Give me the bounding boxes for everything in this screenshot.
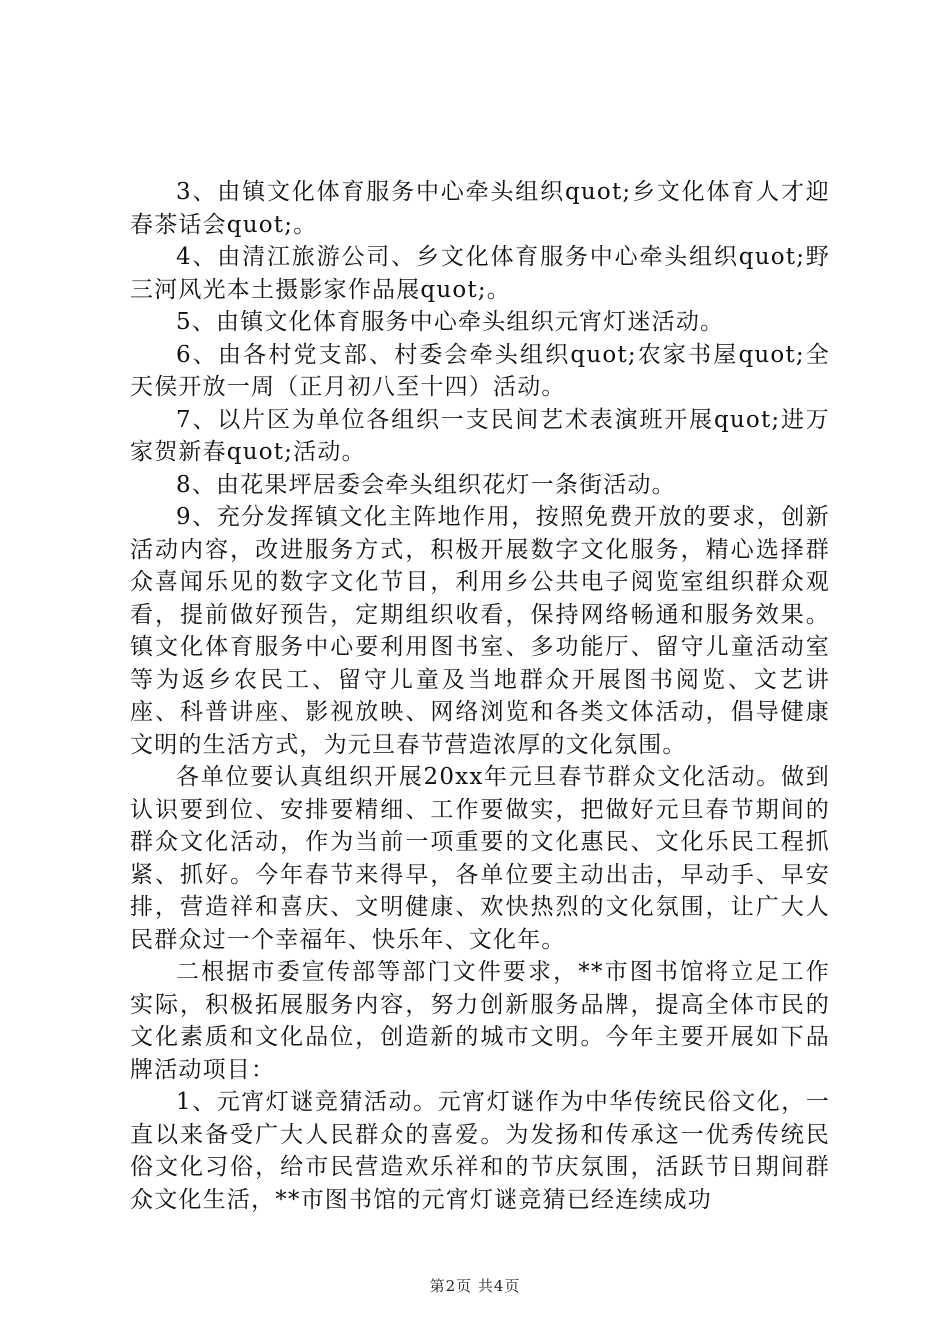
paragraph-item-6: 6、由各村党支部、村委会牵头组织quot;农家书屋quot;全天侯开放一周（正月初八至十四）活动。: [130, 341, 830, 400]
paragraph-requirements: 各单位要认真组织开展20xx年元旦春节群众文化活动。做到认识要到位、安排要精细、工作要做实，把做好元旦春节期间的群众文化活动，作为当前一项重要的文化惠民、文化乐民工程抓紧、抓好。今年春节来得早，各单位要主动出击，早动手、早安排，营造祥和喜庆、文明健康、欢快热烈的文化氛围，让广大人民群众过一个幸福年、快乐年、文化年。: [130, 764, 830, 953]
paragraph-item-3: 3、由镇文化体育服务中心牵头组织quot;乡文化体育人才迎春茶话会quot;。: [130, 179, 830, 238]
paragraph-item-5: 5、由镇文化体育服务中心牵头组织元宵灯迷活动。: [176, 309, 725, 335]
page-footer: 第2页 共4页: [429, 1277, 521, 1295]
paragraph-item-4: 4、由清江旅游公司、乡文化体育服务中心牵头组织quot;野三河风光本土摄影家作品展quot;。: [130, 244, 830, 303]
paragraph-section-two: 二根据市委宣传部等部门文件要求，**市图书馆将立足工作实际，积极拓展服务内容，努力创新服务品牌，提高全体市民的文化素质和文化品位，创造新的城市文明。今年主要开展如下品牌活动项目：: [130, 959, 830, 1083]
paragraph-item-8: 8、由花果坪居委会牵头组织花灯一条街活动。: [176, 471, 676, 498]
paragraph-item-9: 9、充分发挥镇文化主阵地作用，按照免费开放的要求，创新活动内容，改进服务方式，积极开展数字文化服务，精心选择群众喜闻乐见的数字文化节目，利用乡公共电子阅览室组织群众观看，提前做好预告，定期组织收看，保持网络畅通和服务效果。镇文化体育服务中心要利用图书室、多功能厅、留守儿童活动室等为返乡农民工、留守儿童及当地群众开展图书阅览、文艺讲座、科普讲座、影视放映、网络浏览和各类文体活动，倡导健康文明的生活方式，为元旦春节营造浓厚的文化氛围。: [130, 504, 830, 758]
paragraph-item-7: 7、以片区为单位各组织一支民间艺术表演班开展quot;进万家贺新春quot;活动。: [130, 406, 830, 465]
document-body: [130, 176, 830, 1216]
paragraph-lantern-riddles: 1、元宵灯谜竞猜活动。元宵灯谜作为中华传统民俗文化，一直以来备受广大人民群众的喜爱。为发扬和传承这一优秀传统民俗文化习俗，给市民营造欢乐祥和的节庆氛围，活跃节日期间群众文化生活，**市图书馆的元宵灯谜竞猜已经连续成功: [130, 1089, 830, 1213]
